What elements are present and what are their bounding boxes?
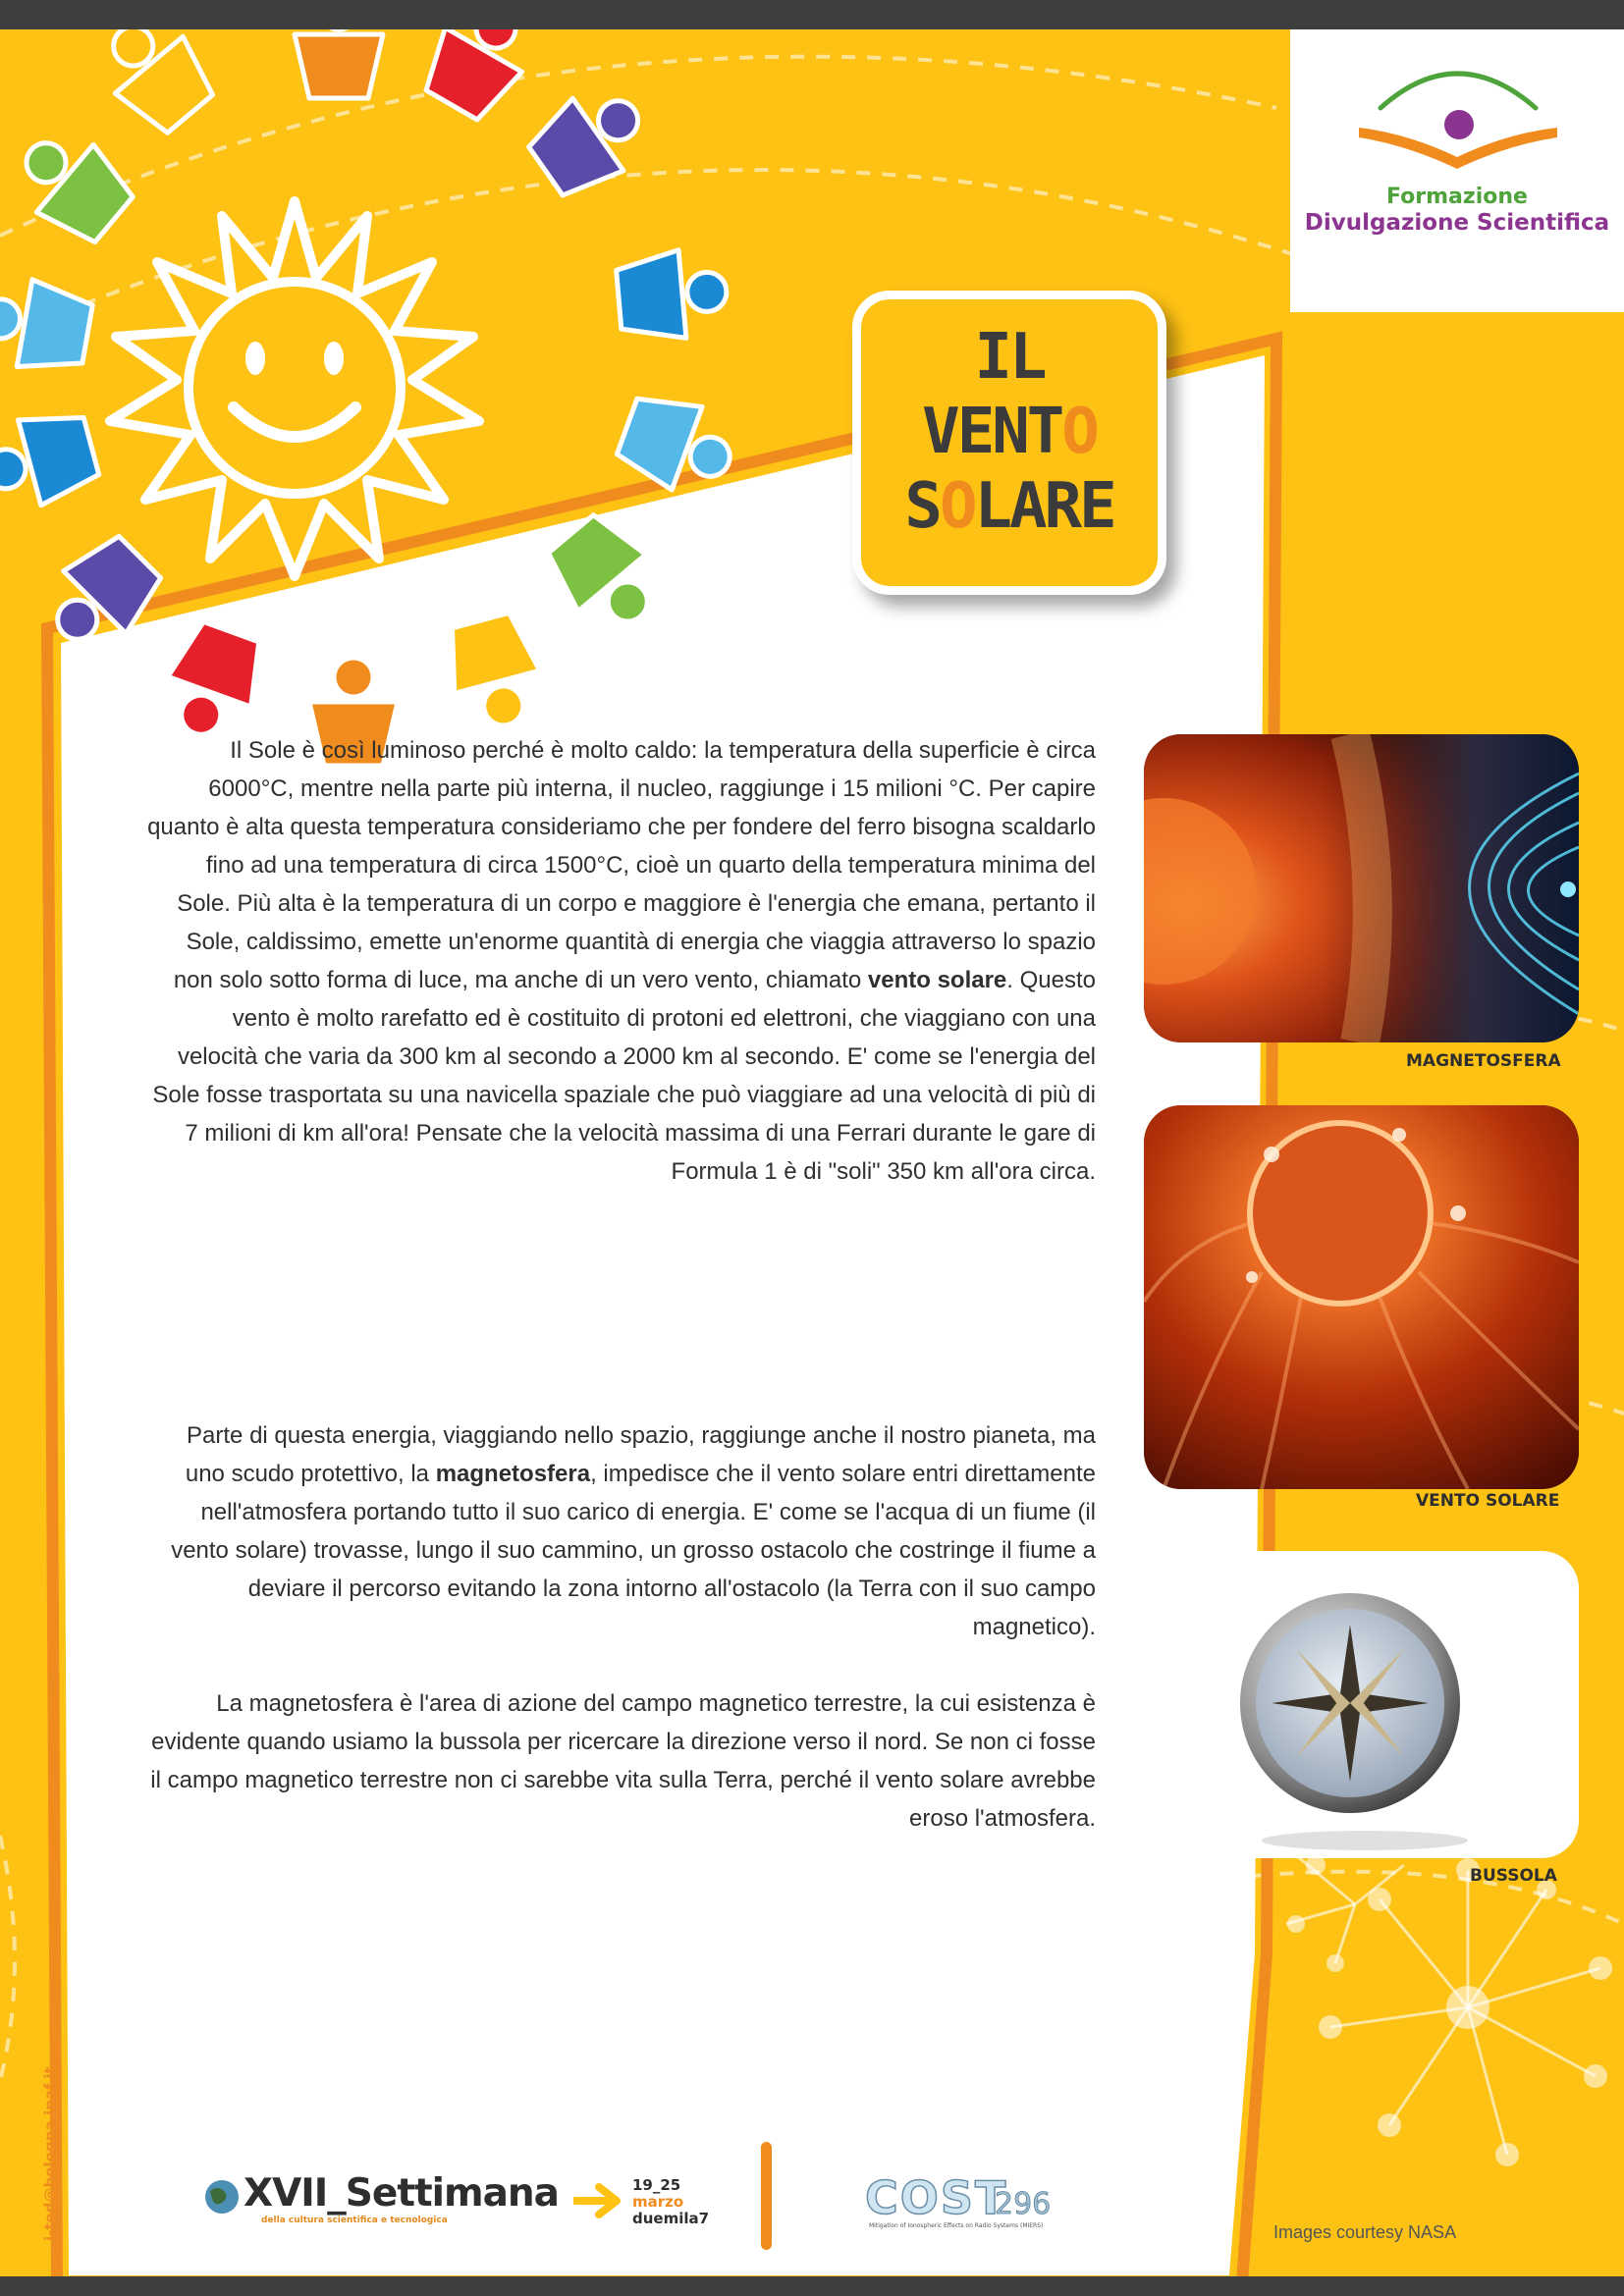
sun-icon (110, 201, 479, 576)
event-date: 19_25 marzo duemila7 (632, 2176, 710, 2227)
caption-bussola: BUSSOLA (1470, 1866, 1557, 1886)
logo-panel (1290, 29, 1624, 312)
book-eye-logo-icon (1290, 29, 1624, 177)
event-title: XVII_Settimana (244, 2171, 560, 2216)
cost-subtitle: Mitigation of Ionospheric Effects on Radio Systems (MIERS) (869, 2222, 1044, 2229)
compass-photo (1144, 1551, 1579, 1858)
bottom-bar (0, 2276, 1624, 2296)
logo-text-formazione: Formazione (1386, 185, 1528, 209)
footer-divider (761, 2142, 772, 2250)
title-box (852, 291, 1166, 595)
caption-magnetosfera: MAGNETOSFERA (1406, 1051, 1561, 1071)
paragraph-2: Parte di questa energia, viaggiando nello spazio, raggiunge anche il nostro pianeta, ma uno scudo protettivo, la magnetosfera, impedisce che il vento solare entri direttamente nell'atmosfera portando tutto il suo carico di energia. E' come se l'acqua di un fiume (il vento solare) trovasse, lungo il suo cammino, un grosso ostacolo che costringe il fiume a deviare il percorso evitando la zona intorno all'ostacolo (la Terra con il suo campo magnetico). (171, 1422, 1096, 1640)
vertical-email: i-ted@bologna.inaf.it (41, 2066, 59, 2241)
title-line-1: IL (974, 321, 1045, 394)
bold-vento-solare: vento solare (867, 967, 1007, 993)
title-line-3: SOLARE (904, 470, 1114, 543)
magnetosphere-photo (1144, 734, 1579, 1042)
caption-vento-solare: VENTO SOLARE (1416, 1491, 1560, 1511)
paragraph-1: Il Sole è così luminoso perché è molto caldo: la temperatura della superficie è circa 6000°C, mentre nella parte più interna, il nucleo, raggiunge i 15 milioni °C. Per capire quanto è alta questa temperatura consideriamo che per fondere del ferro bisogna scaldarlo fino ad una temperatura di circa 1500°C, cioè un quarto della temperatura minima del Sole. Più alta è la temperatura di un corpo e maggiore è l'energia che emana, pertanto il Sole, caldissimo, emette un'enorme quantità di energia che viaggia attraverso lo spazio non solo sotto forma di luce, ma anche di un vero vento, chiamato vento solare. Questo vento è molto rarefatto ed è costituito di protoni ed elettroni, che viaggiano con una velocità che varia da 300 km al secondo a 2000 km al secondo. E' come se l'energia del Sole fosse trasportata su una navicella spaziale che può viaggiare ad una velocità di più di 7 milioni di km all'ora! Pensate che la velocità massima di una Ferrari durante le gare di Formula 1 è di "soli" 350 km all'ora circa. (147, 737, 1096, 1185)
globe-icon (202, 2177, 242, 2216)
cost-number: 296 (995, 2187, 1052, 2221)
arrow-right-icon (573, 2181, 630, 2220)
solar-wind-photo (1144, 1105, 1579, 1489)
paragraph-3: La magnetosfera è l'area di azione del campo magnetico terrestre, la cui esistenza è evidente quando usiamo la bussola per ricercare la direzione verso il nord. Se non ci fosse il campo magnetico terrestre non ci sarebbe vita sulla Terra, perché il vento solare avrebbe eroso l'atmosfera. (150, 1690, 1096, 1832)
bold-magnetosfera: magnetosfera (435, 1461, 591, 1487)
image-credit: Images courtesy NASA (1273, 2222, 1457, 2242)
logo-text-divulgazione: Divulgazione Scientifica (1304, 210, 1610, 236)
top-bar (0, 0, 1624, 29)
event-subtitle: della cultura scientifica e tecnologica (261, 2216, 448, 2225)
cost-logo (830, 2171, 1090, 2230)
title-line-2: VENTO (922, 396, 1097, 468)
cost-text: COST (865, 2171, 1008, 2224)
